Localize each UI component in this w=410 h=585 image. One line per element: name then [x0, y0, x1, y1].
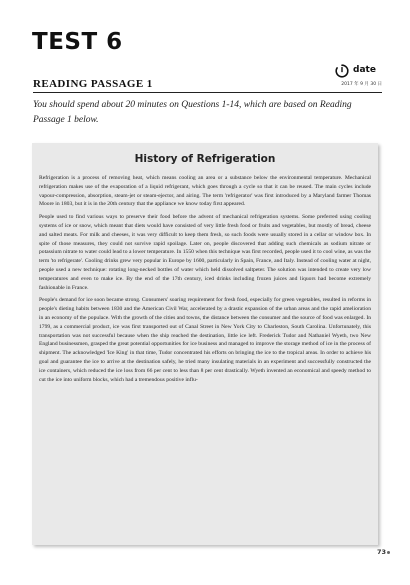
test-title: TEST 6 — [32, 29, 123, 55]
reading-passage-box — [32, 143, 378, 545]
date-value: 2017 年 9 月 30 日 — [341, 82, 382, 87]
passage-paragraph: People used to find various ways to preserve their food before the advent of mechanical refrigeration systems. Some preferred using cooling systems of ice or snow, which meant that diets would have consisted of very little fresh food or fruits and vegetables, but mostly of bread, cheese and salted meats. For milk and cheeses, it was very difficult to keep them fresh, so such foods were usually stored in a cellar or window box. In spite of those measures, they could not survive rapid spoilage. Later on, people discovered that adding such chemicals as sodium nitrate or potassium nitrate to water could lead to a lower temperature. In 1550 when this technique was first recorded, people used it to cool wine, as was the term 'to refrigerate'. Cooling drinks grew very popular in Europe by 1600, particularly in Spain, France, and Italy. Instead of cooling water at night, people used a new technique: rotating long-necked bottles of water which held dissolved saltpeter. The solution was intended to create very low temperatures and even to make ice. By the end of the 17th century, iced drinks including frozen juices and liquors had become extremely fashionable in France. — [39, 214, 371, 291]
passage-title: History of Refrigeration — [134, 153, 276, 165]
instruction-text: You should spend about 20 minutes on Questions 1-14, which are based on Reading Passage 1 below. — [33, 100, 352, 125]
clock-icon — [334, 63, 350, 79]
date-label: date — [353, 65, 376, 75]
page-number — [377, 548, 390, 556]
page-dot-icon — [387, 551, 390, 554]
passage-paragraph: People's demand for ice soon became strong. Consumers' soaring requirement for fresh food, especially for green vegetables, resulted in reforms in people's dieting habits between 1830 and the American Civil War, accelerated by a drastic expansion of the urban areas and the rapid amelioration in an economy of the populace. With the growth of the cities and towns, the distance between the consumer and the source of food was enlarged. In 1799, as a commercial product, ice was first transported out of Canal Street in New York City to Charleston, South Carolina. Unfortunately, this transportation was not successful because when the ship reached the destination, little ice left. Frederick Tudor and Nathaniel Wyeth, two New England businessmen, grasped the great potential opportunities for ice business and managed to improve the storage method of ice in the process of shipment. The acknowledged 'Ice King' in that time, Tudor concentrated his efforts on bringing the ice to the tropical areas. In order to achieve his goal and guarantee the ice to arrive at the destination safely, he tried many insulating materials in an experiment and successfully constructed the ice containers, which reduced the ice loss from 66 per cent to less than 8 per cent drastically. Wyeth invented an economical and speedy method to cut the ice into uniform blocks, which had a tremendous positive influ- — [39, 297, 371, 383]
date-block — [312, 62, 382, 92]
passage-heading: READING PASSAGE 1 — [33, 78, 153, 90]
header-divider — [33, 92, 382, 93]
page-number-value: 73 — [376, 548, 386, 556]
passage-paragraph: Refrigeration is a process of removing heat, which means cooling an area or a substance below the environmental temperature. Mechanical refrigeration makes use of the evaporation of a liquid refrigerant, which goes through a cycle so that it can be reused. The main cycles include vapour-compression, absorption, steam-jet or steam-ejector, and airing. The term 'refrigerator' was first introduced by a Maryland farmer Thomas Moore in 1803, but it is in the 20th century that the appliance we know today first appeared. — [39, 175, 371, 208]
